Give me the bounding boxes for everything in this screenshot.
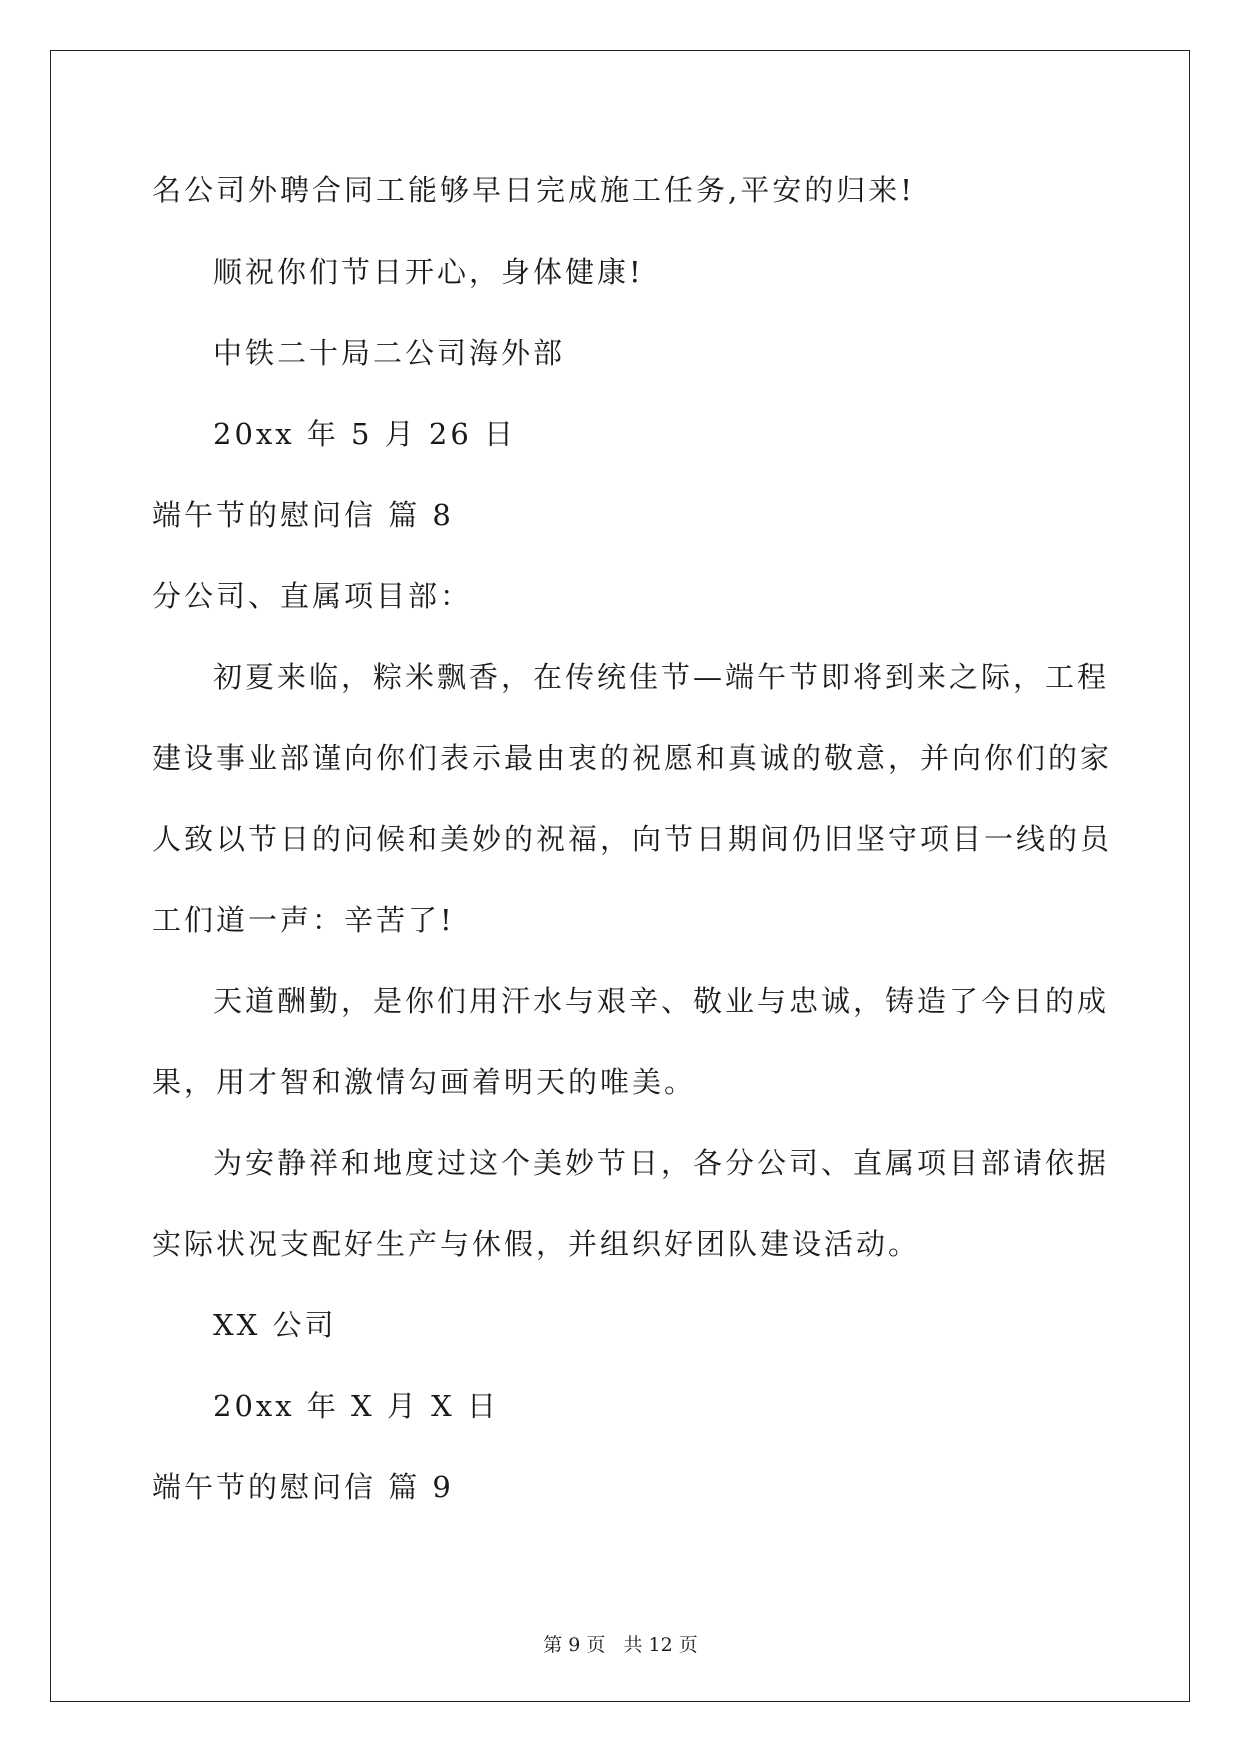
page-border xyxy=(50,50,1190,1702)
salutation: 分公司、直属项目部： xyxy=(152,579,473,613)
signature-organization: 中铁二十局二公司海外部 xyxy=(213,336,566,370)
body-line: 果，用才智和激情勾画着明天的唯美。 xyxy=(152,1065,697,1099)
body-line: 名公司外聘合同工能够早日完成施工任务,平安的归来! xyxy=(152,173,915,207)
page-number-footer: 第 9 页 共 12 页 xyxy=(543,1634,698,1656)
body-line: 建设事业部谨向你们表示最由衷的祝愿和真诚的敬意，并向你们的家 xyxy=(152,741,1113,775)
body-line: 为安静祥和地度过这个美妙节日，各分公司、直属项目部请依据 xyxy=(213,1146,1110,1180)
signature-date: 20xx 年 5 月 26 日 xyxy=(213,417,517,451)
section-heading: 端午节的慰问信 篇 8 xyxy=(152,498,454,532)
body-line: 天道酬勤，是你们用汗水与艰辛、敬业与忠诚，铸造了今日的成 xyxy=(213,984,1110,1018)
body-line: 工们道一声：辛苦了! xyxy=(152,903,455,937)
body-line: 实际状况支配好生产与休假，并组织好团队建设活动。 xyxy=(152,1227,921,1261)
closing-greeting: 顺祝你们节日开心，身体健康! xyxy=(213,255,644,289)
signature-date: 20xx 年 X 月 X 日 xyxy=(213,1389,499,1423)
body-line: 初夏来临，粽米飘香，在传统佳节—端午节即将到来之际，工程 xyxy=(213,660,1110,694)
signature-organization: XX 公司 xyxy=(213,1308,337,1342)
body-line: 人致以节日的问候和美妙的祝福，向节日期间仍旧坚守项目一线的员 xyxy=(152,822,1113,856)
section-heading: 端午节的慰问信 篇 9 xyxy=(152,1470,454,1504)
